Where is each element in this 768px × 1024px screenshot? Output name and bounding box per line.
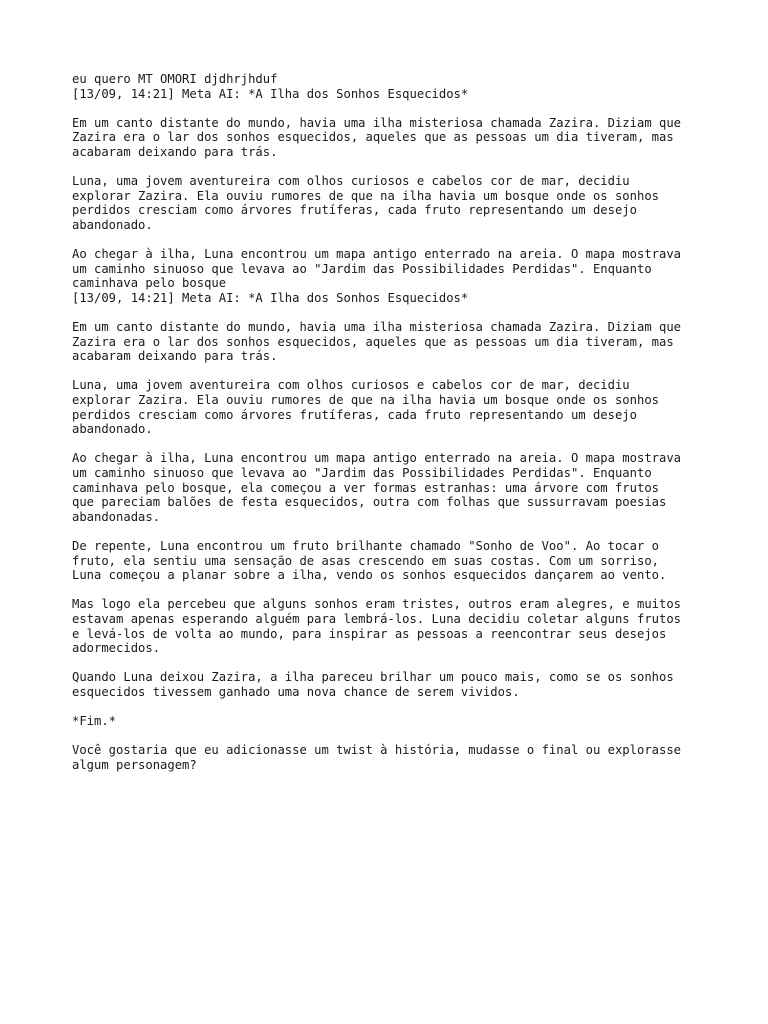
text-line bbox=[72, 306, 702, 321]
text-line: um caminho sinuoso que levava ao "Jardim das Possibilidades Perdidas". Enquanto bbox=[72, 466, 652, 481]
text-line: Em um canto distante do mundo, havia uma ilha misteriosa chamada Zazira. Diziam que bbox=[72, 320, 682, 335]
text-line: explorar Zazira. Ela ouviu rumores de que na ilha havia um bosque onde os sonhos bbox=[72, 188, 659, 203]
text-line: eu quero MT OMORI djdhrjhduf bbox=[72, 72, 278, 86]
text-line: e levá-los de volta ao mundo, para inspirar as pessoas a reencontrar seus desejos bbox=[72, 626, 667, 641]
text-line bbox=[72, 437, 702, 452]
text-line: abandonado. bbox=[72, 217, 153, 232]
text-line: abandonadas. bbox=[72, 509, 161, 524]
text-line bbox=[72, 700, 702, 715]
text-line: Mas logo ela percebeu que alguns sonhos eram tristes, outros eram alegres, e muitos bbox=[72, 597, 682, 612]
text-line: Você gostaria que eu adicionasse um twist à história, mudasse o final ou explorasse bbox=[72, 743, 682, 758]
text-line: caminhava pelo bosque, ela começou a ver formas estranhas: uma árvore com frutos bbox=[72, 480, 659, 495]
text-line: esquecidos tivessem ganhado uma nova chance de serem vividos. bbox=[72, 684, 520, 699]
text-line: perdidos cresciam como árvores frutíferas, cada fruto representando um desejo bbox=[72, 407, 637, 422]
text-line bbox=[72, 583, 702, 598]
text-line: [13/09, 14:21] Meta AI: *A Ilha dos Sonhos Esquecidos* bbox=[72, 86, 469, 101]
text-line: Luna, uma jovem aventureira com olhos curiosos e cabelos cor de mar, decidiu bbox=[72, 378, 630, 393]
text-line bbox=[72, 101, 702, 116]
text-line bbox=[72, 524, 702, 539]
text-line: fruto, ela sentiu uma sensação de asas crescendo em suas costas. Com um sorriso, bbox=[72, 553, 659, 568]
text-line: Zazira era o lar dos sonhos esquecidos, aqueles que as pessoas um dia tiveram, mas bbox=[72, 334, 674, 349]
text-line bbox=[72, 729, 702, 744]
text-line: De repente, Luna encontrou um fruto brilhante chamado "Sonho de Voo". Ao tocar o bbox=[72, 539, 659, 553]
text-line bbox=[72, 233, 702, 248]
text-line bbox=[72, 160, 702, 175]
text-line: acabaram deixando para trás. bbox=[72, 144, 278, 159]
text-line: perdidos cresciam como árvores frutíferas, cada fruto representando um desejo bbox=[72, 203, 637, 218]
text-line: acabaram deixando para trás. bbox=[72, 349, 278, 364]
text-line: *Fim.* bbox=[72, 714, 117, 729]
text-line: [13/09, 14:21] Meta AI: *A Ilha dos Sonhos Esquecidos* bbox=[72, 290, 469, 305]
text-line: adormecidos. bbox=[72, 641, 161, 656]
text-line bbox=[72, 364, 702, 379]
text-line: caminhava pelo bosque bbox=[72, 276, 227, 291]
text-line: Luna começou a planar sobre a ilha, vendo os sonhos esquecidos dançarem ao vento. bbox=[72, 568, 667, 583]
text-line: abandonado. bbox=[72, 422, 153, 437]
document-body bbox=[72, 72, 702, 773]
text-line: Ao chegar à ilha, Luna encontrou um mapa antigo enterrado na areia. O mapa mostrava bbox=[72, 247, 682, 262]
text-line: que pareciam balões de festa esquecidos, outra com folhas que sussurravam poesias bbox=[72, 495, 667, 510]
text-line: Zazira era o lar dos sonhos esquecidos, aqueles que as pessoas um dia tiveram, mas bbox=[72, 130, 674, 145]
text-line: um caminho sinuoso que levava ao "Jardim das Possibilidades Perdidas". Enquanto bbox=[72, 261, 652, 276]
text-line bbox=[72, 656, 702, 671]
text-line: Em um canto distante do mundo, havia uma ilha misteriosa chamada Zazira. Diziam que bbox=[72, 115, 682, 130]
text-line: Luna, uma jovem aventureira com olhos curiosos e cabelos cor de mar, decidiu bbox=[72, 174, 630, 189]
text-line: Quando Luna deixou Zazira, a ilha pareceu brilhar um pouco mais, como se os sonhos bbox=[72, 670, 674, 685]
text-line: estavam apenas esperando alguém para lembrá-los. Luna decidiu coletar alguns frutos bbox=[72, 611, 682, 626]
text-line: algum personagem? bbox=[72, 757, 197, 772]
text-line: Ao chegar à ilha, Luna encontrou um mapa antigo enterrado na areia. O mapa mostrava bbox=[72, 451, 682, 466]
text-line: explorar Zazira. Ela ouviu rumores de que na ilha havia um bosque onde os sonhos bbox=[72, 393, 659, 408]
